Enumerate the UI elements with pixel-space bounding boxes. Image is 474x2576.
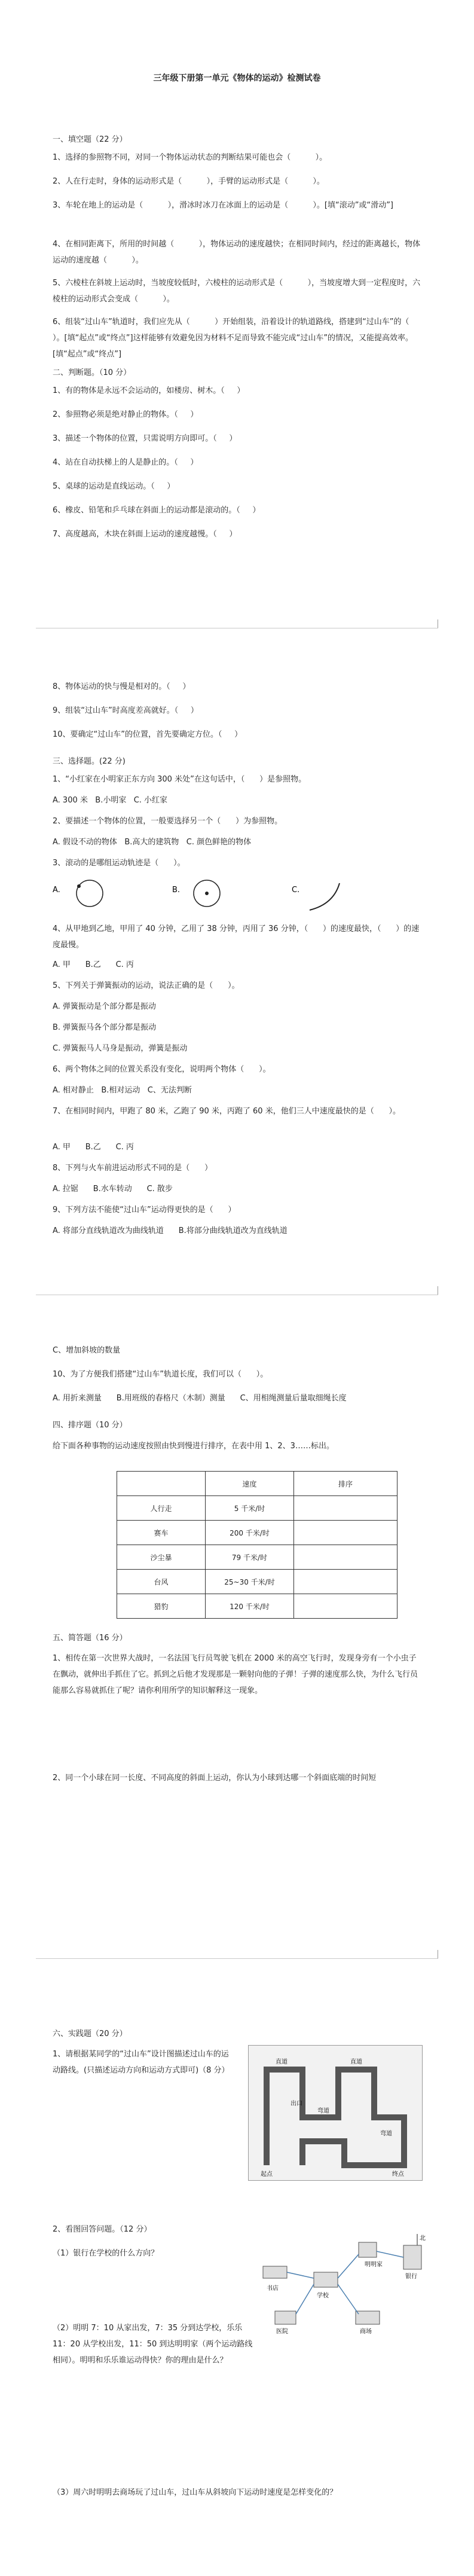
table-row — [117, 1594, 397, 1619]
map-roads — [287, 2251, 403, 2314]
track-label-a: A. — [53, 886, 60, 895]
judge-q5: 5、桌球的运动是直线运动。（ ） — [53, 482, 175, 491]
section-sort-heading: 四、排序题（10 分） — [53, 1421, 127, 1430]
table-cell: 5 千米/时 — [206, 1496, 294, 1521]
choice-q9-ab: A. 将部分直线轨道改为曲线轨道 B.将部分曲线轨道改为直线轨道 — [53, 1226, 288, 1235]
choice-q10-options: A. 用折来测量 B.用班级的春格尺（木制）测量 C、用相绳测量后量取细绳长度 — [53, 1394, 347, 1403]
choice-q6-options: A. 相对静止 B.相对运动 C、无法判断 — [53, 1086, 192, 1095]
track-label-b: B. — [172, 886, 181, 895]
section-judge-heading: 二、判断题。（10 分） — [53, 368, 132, 377]
sort-intro: 给下面各种事物的运动速度按照由快到慢进行排序，在表中用 1、2、3……标出。 — [53, 1442, 334, 1451]
coaster-label: 终点 — [392, 2171, 404, 2178]
choice-q7-options: A. 甲 B.乙 C. 丙 — [53, 1143, 134, 1152]
track-c-arc — [310, 883, 340, 910]
choice-q1: 1、“小红家在小明家正东方向 300 米处”在这句话中，（ ）是参照物。 — [53, 775, 307, 784]
coaster-label: 直道 — [276, 2059, 288, 2065]
fill-q3: 3、车轮在地上的运动是（ ），滑冰时冰刀在冰面上的运动是（ ）。[填“滚动”或“滑动”] — [53, 201, 394, 210]
judge-q1: 1、有的物体是永远不会运动的，如楼房、树木。（ ） — [53, 386, 245, 395]
table-row — [117, 1496, 397, 1521]
table-cell: 120 千米/时 — [206, 1594, 294, 1619]
coaster-design-figure — [248, 2045, 423, 2181]
town-map — [257, 2230, 430, 2338]
practice-q2-2: （2）明明 7：10 从家出发，7：35 分到达学校，乐乐 11：20 从学校出发，11：50 到达明明家（两个运动路线相同）。明明和乐乐谁运动得快？你的理由是什么？ — [53, 2324, 253, 2365]
page-title: 三年级下册第一单元《物体的运动》检测试卷 — [153, 74, 321, 83]
track-a-ball — [77, 884, 81, 888]
fill-q1: 1、选择的参照物不同，对同一个物体运动状态的判断结果可能也会（ ）。 — [53, 153, 328, 162]
choice-q5-b: B. 弹簧振马各个部分都是振动 — [53, 1023, 157, 1032]
judge-q8: 8、物体运动的快与慢是相对的。（ ） — [53, 682, 191, 691]
judge-q2: 2、参照物必须是绝对静止的物体。（ ） — [53, 410, 198, 419]
speed-table — [117, 1471, 397, 1619]
table-header-cell: 排序 — [294, 1472, 397, 1496]
choice-q5-c: C. 弹簧振马人马身是振动，弹簧是振动 — [53, 1044, 188, 1053]
judge-q9: 9、组装“过山车”时高度差高就好。（ ） — [53, 706, 198, 715]
choice-q9-c: C、增加斜坡的数量 — [53, 1346, 121, 1355]
choice-q7: 7、在相同时间内，甲跑了 80 米，乙跑了 90 米，丙跑了 60 米，他们三人中速度最快的是（ ）。 — [53, 1107, 400, 1116]
rank-cell[interactable] — [294, 1521, 397, 1545]
judge-q10: 10、要确定“过山车”的位置，首先要确定方位。（ ） — [53, 730, 243, 739]
practice-q2-1: （1）银行在学校的什么方向？ — [53, 2249, 159, 2258]
coaster-label: 弯道 — [317, 2108, 329, 2114]
mingming-home-label: 明明家 — [365, 2261, 383, 2268]
table-row — [117, 1521, 397, 1545]
track-figures — [53, 874, 411, 916]
coaster-label: 起点 — [261, 2171, 273, 2178]
coaster-label: 出口 — [290, 2101, 302, 2107]
choice-q5-a: A. 弹簧振动是个部分都是振动 — [53, 1002, 156, 1011]
section-choice-heading: 三、选择题。(22 分) — [53, 757, 126, 766]
choice-q5: 5、下列关于弹簧振动的运动，说法正确的是（ ）。 — [53, 981, 240, 990]
fill-q5: 5、六棱柱在斜坡上运动时，当坡度较低时，六棱柱的运动形式是（ ），当坡度增大到一定程度时，六棱柱的运动形式会变成（ ）。 — [53, 279, 421, 304]
short-q1: 1、相传在第一次世界大战时，一名法国飞行员驾驶飞机在 2000 米的高空飞行时，发现身旁有一个小虫子在飘动，就伸出手抓住了它。抓到之后他才发现那是一颗射向他的子弹！子弹的速度那么快，为什么飞行员能那么容易就抓住了呢？请你利用所学的知识解释这一现象。 — [53, 1654, 418, 1695]
rank-cell[interactable] — [294, 1496, 397, 1521]
choice-q6: 6、两个物体之间的位置关系没有变化，说明两个物体（ ）。 — [53, 1065, 271, 1074]
table-cell: 79 千米/时 — [206, 1545, 294, 1570]
track-b-center — [205, 892, 209, 895]
table-header-cell: 速度 — [206, 1472, 294, 1496]
school-building — [314, 2272, 338, 2287]
rank-cell[interactable] — [294, 1570, 397, 1594]
practice-q2-3: （3）周六时明明去商场玩了过山车，过山车从斜坡向下运动时速度是怎样变化的？ — [53, 2488, 338, 2497]
coaster-track — [267, 2070, 404, 2165]
table-cell: 台风 — [117, 1570, 206, 1594]
bookstore-label: 书店 — [267, 2285, 279, 2292]
table-header-cell — [117, 1472, 206, 1496]
fill-q4: 4、在相同距离下，所用的时间越（ ），物体运动的速度越快；在相同时间内，经过的距离越长，物体运动的速度越（ ）。 — [53, 240, 421, 265]
table-row — [117, 1545, 397, 1570]
judge-q7: 7、高度越高，木块在斜面上运动的速度越慢。（ ） — [53, 530, 237, 539]
mingming-home — [359, 2242, 377, 2257]
choice-q4: 4、从甲地到乙地，甲用了 40 分钟，乙用了 38 分钟，丙用了 36 分钟，（ ）的速度最快，（ ）的速度最慢。 — [53, 924, 420, 950]
choice-q2: 2、要描述一个物体的位置，一般要选择另一个（ ）为参照物。 — [53, 817, 283, 826]
section-fill-heading: 一、填空题（22 分） — [53, 135, 127, 144]
practice-q2: 2、看图回答问题。（12 分） — [53, 2225, 152, 2234]
bank-label: 银行 — [405, 2273, 417, 2280]
mall-building — [356, 2311, 380, 2324]
section-short-heading: 五、简答题（16 分） — [53, 1634, 127, 1643]
table-cell: 沙尘暴 — [117, 1545, 206, 1570]
judge-q4: 4、站在自动扶梯上的人是静止的。（ ） — [53, 458, 198, 467]
practice-q1: 1、请根据某同学的“过山车”设计图描述过山车的运动路线。(只描述运动方向和运动方式即可)（8 分） — [53, 2050, 230, 2075]
choice-q3: 3、滚动的是哪组运动轨迹是（ ）。 — [53, 859, 185, 868]
choice-q9: 9、下列方法不能使“过山车”运动得更快的是（ ） — [53, 1205, 236, 1214]
judge-q6: 6、橡皮、铅笔和乒乓球在斜面上的运动都是滚动的。（ ） — [53, 506, 261, 515]
choice-q8-options: A. 拉锯 B.水车转动 C. 散步 — [53, 1185, 173, 1194]
table-cell: 猎豹 — [117, 1594, 206, 1619]
choice-q4-options: A. 甲 B.乙 C. 丙 — [53, 960, 134, 969]
hospital-label: 医院 — [276, 2328, 288, 2335]
choice-q1-options: A. 300 米 B.小明家 C. 小红家 — [53, 796, 168, 805]
track-label-c: C. — [292, 886, 300, 895]
table-cell: 赛车 — [117, 1521, 206, 1545]
choice-q10: 10、为了方便我们搭建“过山车”轨道长度，我们可以（ ）。 — [53, 1370, 268, 1379]
rank-cell[interactable] — [294, 1594, 397, 1619]
table-cell: 200 千米/时 — [206, 1521, 294, 1545]
school-label: 学校 — [317, 2293, 329, 2299]
table-row — [117, 1570, 397, 1594]
fill-q6: 6、组装“过山车”轨道时，我们应先从（ ）开始组装，沿着设计的轨道路线，搭建到“过山车”的（ ）。[填“起点”或“终点”]这样能够有效避免因为材料不足而导致不能完成“过山车”的情况，又能提高效率。[填“起点”或“终点”] — [53, 318, 434, 359]
north-indicator: 北 — [420, 2235, 426, 2242]
choice-q8: 8、下列与火车前进运动形式不同的是（ ） — [53, 1164, 213, 1173]
page-break — [36, 1958, 438, 1959]
coaster-label: 直道 — [350, 2059, 362, 2065]
track-a-circle — [77, 880, 103, 907]
table-cell: 人行走 — [117, 1496, 206, 1521]
rank-cell[interactable] — [294, 1545, 397, 1570]
table-cell: 25~30 千米/时 — [206, 1570, 294, 1594]
hospital-building — [275, 2311, 296, 2324]
bank-building — [403, 2245, 421, 2269]
mall-label: 商场 — [360, 2328, 372, 2335]
choice-q2-options: A. 假设不动的物体 B.高大的建筑物 C. 颜色鲜艳的物体 — [53, 838, 252, 847]
fill-q2: 2、人在行走时，身体的运动形式是（ ），手臂的运动形式是（ ）。 — [53, 177, 325, 186]
section-practice-heading: 六、实践题（20 分） — [53, 2029, 127, 2038]
short-q2: 2、同一个小球在同一长度、不同高度的斜面上运动，你认为小球到达哪一个斜面底端的时间短 — [53, 1774, 377, 1783]
table-header-row — [117, 1472, 397, 1496]
bookstore-building — [263, 2266, 287, 2278]
coaster-label: 弯道 — [380, 2131, 392, 2137]
judge-q3: 3、描述一个物体的位置，只需说明方向即可。（ ） — [53, 434, 237, 443]
